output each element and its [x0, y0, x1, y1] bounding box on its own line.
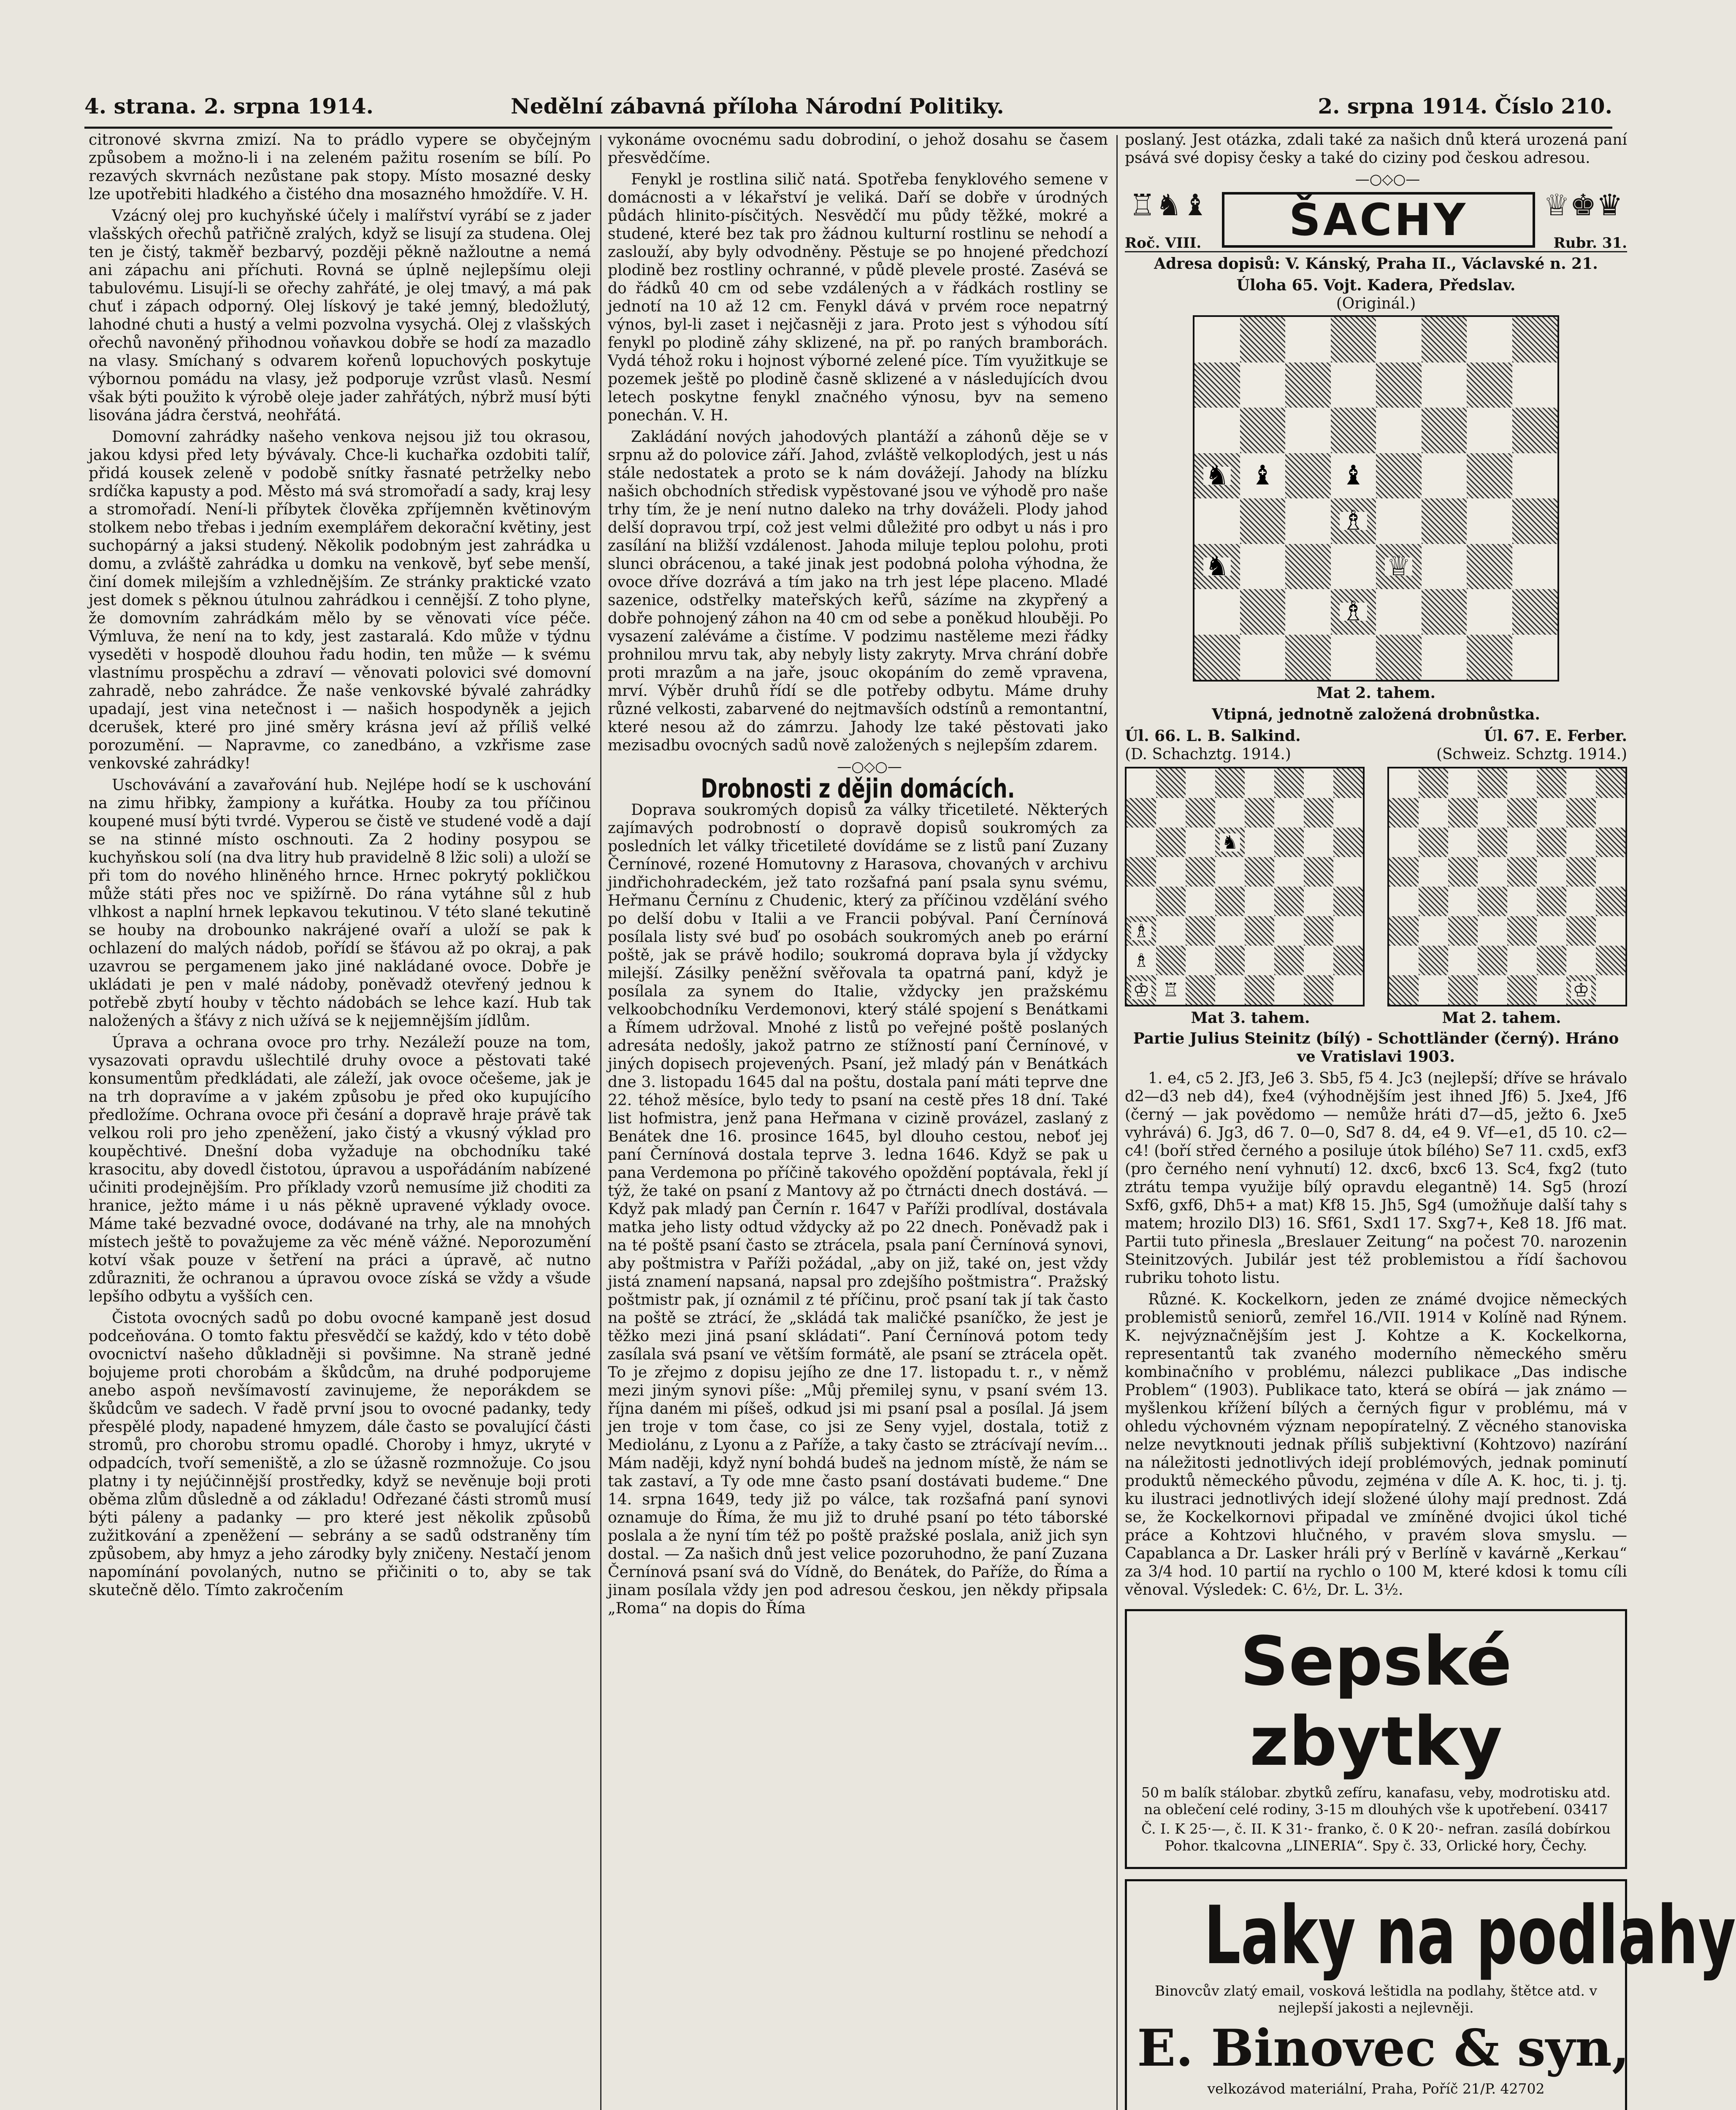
board-square: [1566, 768, 1596, 798]
page-header: [84, 94, 1612, 122]
board-square: [1156, 946, 1186, 975]
chess-volume: Roč. VIII.: [1125, 235, 1202, 252]
board-square: [1422, 408, 1467, 453]
board-square: [1194, 544, 1240, 590]
board-square: [1566, 975, 1596, 1005]
board-square: [1245, 946, 1274, 975]
board-square: [1422, 498, 1467, 544]
problem-67-title: Úl. 67. E. Ferber.: [1484, 727, 1627, 745]
chess-title: ŠACHY: [1222, 192, 1535, 248]
board-square: [1333, 975, 1363, 1005]
board-square: [1240, 544, 1286, 590]
board-square: [1333, 946, 1363, 975]
board-square: [1156, 975, 1186, 1005]
chess-piece-icon: ♕: [1385, 557, 1412, 576]
board-square: [1419, 768, 1448, 798]
advert-title: Laky na podlahy: [1204, 1889, 1736, 1982]
game-moves: 1. e4, c5 2. Jf3, Je6 3. Sb5, f5 4. Jc3 (nejlepší; dříve se hrávalo d2—d3 neb d4), fxe4 (výhodnějším jest ihned Jf6) 5. Jxe4, Jf6 (černý — jak povědomo — nemůže hráti d7—d5, ježto 6. Jxe5 vyhrává) 6. Jg3, d6 7. 0—0, Sd7 8. d4, e4 9. Vf—e1, d5 10. c2—c4! (boří střed černého a posiluje útok bílého) Se7 11. cxd5, exf3 (pro černého není vyhnutí) 12. dxc6, bxc6 13. Sc4, fxg2 (tuto ztrátu tempa využije bílý opravdu elegantně) 14. Sg5 (hrozí Sxf6, gxf6, Dh5+ a mat) Kf8 15. Jh5, Sg4 (umožňuje další tahy s matem; hrozilo Dl3) 16. Sf61, Sxd1 17. Sxg7+, Ke8 18. Jf6 mat. Partii tuto přinesla „Breslauer Zeitung“ na počest 70. narozenin Steinitzových. Jubilár jest též problemistou a řídí šachovou rubriku tohoto listu.: [1125, 1070, 1627, 1287]
chess-board-65: [1193, 315, 1559, 682]
board-square: [1389, 768, 1419, 798]
board-square: [1566, 828, 1596, 857]
board-square: [1507, 798, 1537, 828]
board-square: [1156, 798, 1186, 828]
board-square: [1537, 946, 1566, 975]
chess-piece-icon: ♗: [1131, 952, 1151, 970]
board-square: [1596, 768, 1625, 798]
board-square: [1448, 975, 1478, 1005]
board-square: [1331, 317, 1376, 362]
board-square: [1285, 498, 1331, 544]
board-square: [1596, 916, 1625, 946]
board-square: [1285, 408, 1331, 453]
board-square: [1274, 916, 1304, 946]
board-square: [1537, 887, 1566, 916]
board-square: [1566, 887, 1596, 916]
board-square: [1186, 975, 1215, 1005]
board-square: [1376, 544, 1422, 590]
board-square: [1422, 589, 1467, 635]
problem-66-task: Mat 3. tahem.: [1191, 1009, 1310, 1027]
board-square: [1304, 768, 1333, 798]
chess-piece-icon: ♝: [1249, 467, 1276, 485]
board-square: [1245, 975, 1274, 1005]
ornament-divider: —○◇○—: [837, 758, 902, 775]
board-square: [1512, 362, 1558, 408]
board-square: [1566, 916, 1596, 946]
paragraph: Zakládání nových jahodových plantáží a záhonů děje se v srpnu až do polovice září. Jahod, zvláště velkoplodých, jest u nás stále nedostatek a proto se k nám dovážejí. Jahody na blízku našich obchodních středisk vypěstované jsou ve výhodě pro naše trhy tím, že je není nutno daleko na trhy dováželi. Plody jahod delší dopravou trpí, což jest velmi důležité pro odbyt u nás i pro zasílání na bližší vzdálenost. Jahoda miluje teplou polohu, proti slunci obrácenou, a také jinak jest podobná poloha výhodna, že ovoce dříve dozrává a tím jako na trh jest lépe placeno. Mladé sazenice, odstřelky mateřských keřů, sázíme na zkypřený a dobře pohnojený záhon na 40 cm od sebe a poněkud hlouběji. Po vysazení zaléváme a čistíme. V podzimu nastěleme mezi řádky prohnilou mrvu tak, aby nebyly listy zakryty. Mrva chrání dobře proti mrazům a na jaře, jsouc okopáním do země vpravena, mrví. Výběr druhů řídí se dle potřeby odbytu. Máme druhy různé velkosti, zabarvené do nejtmavších odstínů a remontantní, které nesou až do zámrzu. Jahody lze také pěstovati jako mezisadbu ovocných sadů nově založených s nejlepším zdarem.: [608, 428, 1108, 754]
board-square: [1240, 453, 1286, 499]
article-title: Drobnosti z dějin domácích.: [701, 773, 1015, 804]
chess-piece-icon: ♖: [1161, 981, 1181, 999]
header-rule: [84, 127, 1612, 129]
advert-sepske-zbytky: [1125, 1609, 1627, 1869]
board-square: [1467, 589, 1512, 635]
column-rule-2: [1116, 135, 1118, 2110]
problem-65-note: Vtipná, jednotně založená drobnůstka.: [1212, 706, 1540, 723]
board-square: [1419, 887, 1448, 916]
board-square: [1333, 887, 1363, 916]
board-square: [1285, 362, 1331, 408]
advert-text: Č. I. K 25·—, č. II. K 31·- franko, č. 0 K 20·- nefran. zasílá dobírkou Pohor. tkalcovna „LINERIA“. Spy č. 33, Orlické hory, Čechy.: [1141, 1821, 1611, 1854]
paragraph: Vzácný olej pro kuchyňské účely i malířství vyrábí se z jader vlašských ořechů patřičně zralých, když se lisují za studena. Olej ten je čistý, takměř bezbarvý, později pěkně nažloutne a nemá ani zápachu ani příchuti. Rovná se úplně nejlepšímu oleji tabulovému. Lisují-li se ořechy zahřáté, je olej tmavý, a má pak chuť i zápach odporný. Olej lískový je také jemný, bledožlutý, lahodné chuti a hustý a velmi pozvolna vysychá. Olej z vlašských ořechů navoněný přihodnou voňavkou dobře se hodí za mazadlo na vlasy. Smíchaný s odvarem kořenů lopuchových poskytuje výbornou pomádu na vlasy, jež podporuje vzrůst vlasů. Nesmí však býti použito k výrobě oleje jader zahřátých, nýbrž musí býti lisována jádra čerstvá, neohřátá.: [89, 207, 591, 424]
board-square: [1304, 828, 1333, 857]
board-square: [1422, 453, 1467, 499]
board-square: [1448, 768, 1478, 798]
board-square: [1194, 498, 1240, 544]
board-square: [1331, 589, 1376, 635]
board-square: [1215, 798, 1245, 828]
board-square: [1194, 317, 1240, 362]
board-square: [1389, 798, 1419, 828]
board-square: [1596, 857, 1625, 887]
board-square: [1194, 362, 1240, 408]
board-square: [1389, 916, 1419, 946]
game-title: Partie Julius Steinitz (bílý) - Schottländer (černý). Hráno ve Vratislavi 1903.: [1133, 1030, 1619, 1066]
chess-piece-icon: ♗: [1131, 922, 1151, 940]
board-square: [1478, 828, 1507, 857]
board-square: [1304, 916, 1333, 946]
board-square: [1422, 544, 1467, 590]
board-square: [1507, 768, 1537, 798]
board-square: [1507, 946, 1537, 975]
board-square: [1596, 828, 1625, 857]
chess-piece-icon: ♞: [1203, 467, 1231, 485]
board-square: [1285, 635, 1331, 680]
board-square: [1127, 828, 1156, 857]
board-square: [1566, 798, 1596, 828]
chess-board-67: [1387, 767, 1627, 1006]
board-square: [1596, 975, 1625, 1005]
board-square: [1186, 946, 1215, 975]
board-square: [1156, 887, 1186, 916]
board-square: [1333, 768, 1363, 798]
chess-misc: Různé. K. Kockelkorn, jeden ze známé dvojice německých problemistů seniorů, zemřel 16./VII. 1914 v Kolíně nad Rýnem. K. nejvýznačnějším jest J. Kohtze a K. Kockelkorna, representantů tak zvaného moderního německého směru kombinačního v problému, nálezci publikace „Das indische Problem“ (1903). Publikace tato, která se obírá — jak známo — myšlenkou křížení bílých a černých figur v problému, má v ohledu výchovném význam nepopíratelný. Z věcného stanoviska nelze nevytknouti jednak příliš subjektivní (Kohtzovo) nazírání na náležitosti jednotlivých idejí problémových, jednak pominutí produktů německého původu, zejména v díle A. K. hoc, ti. j. tj. ku ilustraci jednotlivých idejí složené úlohy mají prednost. Zdá se, že Kockelkornovi připadal ve zmíněné dvojici úkol tiché práce a Kohtzovi hlučného, v pravém slova smyslu. — Capablanca a Dr. Lasker hráli prý v Berlíně v kavárně „Kerkau“ za 3/4 hod. 10 partií na rychlo o 100 M, které kdosi k tomu cíli věnoval. Výsledek: C. 6½, Dr. L. 3½.: [1125, 1291, 1627, 1599]
board-square: [1304, 946, 1333, 975]
board-square: [1304, 857, 1333, 887]
board-square: [1467, 408, 1512, 453]
board-square: [1507, 828, 1537, 857]
board-square: [1389, 857, 1419, 887]
board-square: [1274, 946, 1304, 975]
board-square: [1186, 828, 1215, 857]
board-square: [1274, 857, 1304, 887]
board-square: [1537, 916, 1566, 946]
advert-text: Binovcův zlatý email, vosková leštidla na podlahy, štětce atd. v nejlepší jakosti a nejlevněji.: [1154, 1983, 1598, 2016]
board-square: [1156, 768, 1186, 798]
chess-piece-icon: ♝: [1340, 467, 1367, 485]
board-square: [1596, 798, 1625, 828]
board-square: [1512, 317, 1558, 362]
board-square: [1274, 768, 1304, 798]
board-square: [1467, 635, 1512, 680]
column-rule-1: [600, 135, 601, 2110]
board-square: [1285, 453, 1331, 499]
board-square: [1467, 362, 1512, 408]
board-square: [1215, 828, 1245, 857]
paragraph: Doprava soukromých dopisů za války třicetileté. Některých zajímavých podrobností o dopravě dopisů soukromých za posledních let války třicetileté dovídáme se z listů paní Zuzany Černínové, rozené Homutovny z Harasova, chovaných v archivu jindřichohradeckém, jež tato rozšafná paní psala synu svému, Heřmanu Černínu z Chudenic, který za příčinou vzdělání svého po delší dobu v Italii a ve Francii pobýval. Paní Černínová posílala listy své buď po osobách soukromých aneb po erární poště, jak se právě hodilo; soukromá doprava byla jí vždycky milejší. Zásilky peněžní svěřovala ta opatrná paní, když je posílala za synem do Italie, vždycky jen pražskému velkoobchodníku Verdemonovi, který stálé spojení s Benátkami a Římem udržoval. Mnohé z listů po veřejné poště poslaných adresáta nedošly, jakož patrno ze stížností paní Černínové, v jiných dopisech projevených. Psaní, jež mladý pán v Benátkách dne 3. listopadu 1645 dal na poštu, dostala paní máti teprve dne 22. téhož měsíce, bylo tedy to psaní na cestě přes 18 dní. Také list hofmistra, jenž pana Heřmana v cizině provázel, zaslaný z Benátek dne 16. prosince 1645, byl dlouho cestou, neboť jej paní Černínová dostala teprve 3. ledna 1646. Když se pak u pana Verdemona po příčině takového opoždění poptávala, řekl jí týž, že také on psaní z Mantovy až po čtrnácti dnech dostává. — Když pak mladý pan Černín r. 1647 v Paříži prodlíval, dostávala matka jeho listy odtud vždycky až po 22 dnech. Poněvadž pak i na té poště psaní často se ztrácela, psala paní Černínová synovi, aby poštmistra v Paříži požádal, „aby on již, také on, jest vždy jistá znamení napsaná, napsal pro zdejšího poštmistra“. Pražský poštmistr pak, jí oznámil z té příčinu, proč psaní tak jí tak často na poště se ztrácí, že „skládá tak maličké psaníčko, že jest je těžko mezi jiná psaní skládati“. Paní Černínová potom tedy zasílala svá psaní ve větším formátě, ale psaní se ztrácela opět. To je zřejmo z dopisu jejího ze dne 17. listopadu t. r., v němž mezi jiným synovi píše: „Můj přemilej synu, v psaní svém 13. října daném mi píšeš, odkud jsi mi psaní psal a posílal. Já jsem jen troje v tom čase, co jsi ze Seny vyjel, dostala, totiž z Mediolánu, z Lyonu a z Paříže, a taky často se ztrácívají nevím... Mám naději, když nyní bohdá budeš na jednom místě, že nám se tak zastaví, a Ty ode mne často psaní dostávati budeme.“ Dne 14. srpna 1649, tedy již po válce, tak rozšafná paní synovi oznamuje do Říma, že mu již to druhé psaní po této táborské poslala a že nyní tím též po poště pražské poslala, aniž jich syn dostal. — Za našich dnů jest velice pozoruhodno, že paní Zuzana Černínová psaní svá do Vídně, do Benátek, do Paříže, do Říma a jinam posílala vždy jen pod adresou českou, jen někdy připsala „Roma“ na dopis do Říma: [608, 801, 1108, 1617]
board-square: [1274, 828, 1304, 857]
paragraph: poslaný. Jest otázka, zdali také za našich dnů která urozená paní psává své dopisy česky a také do ciziny pod českou adresou.: [1125, 131, 1627, 167]
board-square: [1376, 498, 1422, 544]
column-3: [1125, 131, 1736, 2110]
problem-65-source: (Originál.): [1336, 295, 1416, 312]
board-square: [1537, 857, 1566, 887]
board-square: [1186, 916, 1215, 946]
board-square: [1186, 887, 1215, 916]
board-square: [1245, 857, 1274, 887]
header-right: 2. srpna 1914. Číslo 210.: [1318, 94, 1612, 119]
board-square: [1186, 798, 1215, 828]
problem-65-title: Úloha 65. Vojt. Kadera, Předslav.: [1236, 276, 1516, 294]
board-square: [1448, 946, 1478, 975]
board-square: [1194, 589, 1240, 635]
board-square: [1507, 975, 1537, 1005]
board-square: [1478, 887, 1507, 916]
chess-piece-icon: ♗: [1340, 603, 1367, 621]
board-square: [1376, 453, 1422, 499]
board-square: [1419, 798, 1448, 828]
board-square: [1512, 453, 1558, 499]
board-square: [1127, 857, 1156, 887]
board-square: [1156, 857, 1186, 887]
board-square: [1467, 498, 1512, 544]
board-square: [1215, 916, 1245, 946]
board-square: [1596, 946, 1625, 975]
board-square: [1507, 916, 1537, 946]
board-square: [1537, 768, 1566, 798]
problem-66-title: Úl. 66. L. B. Salkind.: [1125, 727, 1301, 745]
board-square: [1389, 946, 1419, 975]
board-square: [1331, 453, 1376, 499]
board-square: [1419, 828, 1448, 857]
board-square: [1331, 635, 1376, 680]
board-square: [1376, 317, 1422, 362]
board-square: [1537, 975, 1566, 1005]
board-square: [1478, 857, 1507, 887]
board-square: [1512, 544, 1558, 590]
board-square: [1537, 798, 1566, 828]
board-square: [1274, 887, 1304, 916]
advert-binovec: [1125, 1879, 1736, 2110]
board-square: [1274, 798, 1304, 828]
problem-pair-boards: [1125, 767, 1627, 1006]
paragraph: Úprava a ochrana ovoce pro trhy. Nezáleží pouze na tom, vysazovati opravdu ušlechtilé druhy ovoce a pěstovati také konsumentům předkládati, ale záleží, jak ovoce očešeme, jak je na trh dopravíme a v jakém způsobu je před oko kupujícího předložíme. Ochrana ovoce při česání a dopravě hraje právě tak velkou roli pro jeho zpeněžení, jako čistý a vkusný výklad pro koupěchtivé. Dnešní doba vyžaduje na obchodníku také krasocitu, aby dovedl čistotou, úpravou a uspořádáním nabízené učiniti prodejnějším. Pro příklady vzorů nemusíme již choditi za hranice, ježto máme i u nás pěkně upravené výklady ovoce. Máme také bezvadné ovoce, dodávané na trhy, ale na mnohých místech ještě to považujeme za věc méně vážné. Neporozumění kotví však pouze v šetření na práci a úpravě, ač nutno zdůrazniti, že ochranou a úpravou ovoce získá se vždy a všude lepšího odbytu a vyšších cen.: [89, 1034, 591, 1305]
board-square: [1537, 828, 1566, 857]
board-square: [1478, 975, 1507, 1005]
board-square: [1331, 544, 1376, 590]
paragraph: Domovní zahrádky našeho venkova nejsou již tou okrasou, jakou kdysi před lety bývávaly. Chce-li kuchařka ozdobiti talíř, přidá kousek zeleně v podobě snítky řasnaté petrželky nebo srdíčka kapusty a pod. Město má svá stromořadí a sady, kraj lesy a stromořadí. Není-li příbytek člověka zpříjemněn květinovým stolkem nebo třebas i jedním exemplářem dekorační květiny, jest suchopárný a jaksi studený. Několik podobným jest zahrádka u domu, a zvláště zahrádka u domku na venkově, byť sebe menší, činí domek milejším a vzhlednějším. Ze stránky praktické vzato jest domek s pěknou útulnou zahrádkou i cennější. Z toho plyne, že domovním zahrádkám mělo by se věnovati více péče. Výmluva, že není na to kdy, jest zastaralá. Kdo může v týdnu vyseděti v hospodě dlouhou řadu hodin, ten může — k svému vlastnímu prospěchu a zdraví — věnovati polovici své domovní zahradě, nebo zahrádce. Že naše venkovské bývalé zahrádky upadají, jest vina netečnost i — našich hospodyněk a jejich dcerušek, které pro jiné směry krásna jeví až příliš velké porozumění. — Napravme, co zanedbáno, a vzkřisme zase venkovské zahrádky!: [89, 428, 591, 772]
problem-pair-tasks: [1125, 1009, 1627, 1027]
paragraph: vykonáme ovocnému sadu dobrodiní, o jehož dosahu se časem přesvědčíme.: [608, 131, 1108, 167]
board-square: [1215, 857, 1245, 887]
board-square: [1333, 916, 1363, 946]
board-square: [1467, 317, 1512, 362]
advert-text: velkozávod materiální, Praha, Poříč 21/P. 42702: [1207, 2080, 1545, 2097]
board-square: [1285, 317, 1331, 362]
board-square: [1389, 828, 1419, 857]
board-square: [1245, 828, 1274, 857]
board-square: [1419, 975, 1448, 1005]
board-square: [1215, 946, 1245, 975]
board-square: [1331, 362, 1376, 408]
board-square: [1127, 946, 1156, 975]
board-square: [1448, 828, 1478, 857]
board-square: [1376, 408, 1422, 453]
board-square: [1507, 857, 1537, 887]
board-square: [1422, 362, 1467, 408]
board-square: [1478, 946, 1507, 975]
board-square: [1245, 768, 1274, 798]
board-square: [1127, 768, 1156, 798]
column-1: [89, 131, 591, 2110]
board-square: [1304, 887, 1333, 916]
board-square: [1512, 589, 1558, 635]
board-square: [1245, 916, 1274, 946]
board-square: [1419, 946, 1448, 975]
chess-address: Adresa dopisů: V. Kánský, Praha II., Václavské n. 21.: [1154, 255, 1598, 273]
board-square: [1478, 768, 1507, 798]
board-square: [1512, 635, 1558, 680]
board-square: [1331, 498, 1376, 544]
chess-pieces-icon: ♖♞♝: [1129, 188, 1209, 222]
board-square: [1331, 408, 1376, 453]
board-square: [1478, 916, 1507, 946]
board-square: [1304, 798, 1333, 828]
board-square: [1376, 589, 1422, 635]
problem-65-task: Mat 2. tahem.: [1316, 684, 1436, 702]
paragraph: Uschovávání a zavařování hub. Nejlépe hodí se k uschování na zimu hřibky, žampiony a kuřátka. Houby za tou příčinou koupené musí býti tvrdé. Vyperou se čistě ve studené vodě a dají se na stinné místo oschnouti. Za 2 hodiny posypou se kuchyňskou solí (na dva litry hub pravidelně 8 lžic soli) a uloží se při tom do nového hliněného hrnce. Hrnec pokrytý pokličkou může státi přes noc ve spižírně. Do rána vytáhne sůl z hub vlhkost a naplní hrnek lepkavou tekutinou. V této slané tekutině se houby na drobounko nakrájené ovaří a uloží se pak k ochlazení do malých nádob, pořídí se šťávou až po okraj, a pak uzavrou se pergamenem jako jiné nakládané ovoce. Dobře je ukládati je pen v malé nádoby, poněvadž otevřený jednou k potřebě zbytí houby v těchto nádobách se lehce kazí. Hub tak naložených a šťávy z nich užívá se k nejjemnějším jídlům.: [89, 776, 591, 1030]
chess-piece-icon: ♔: [1571, 981, 1591, 999]
chess-piece-icon: ♞: [1220, 833, 1240, 852]
board-square: [1240, 498, 1286, 544]
board-square: [1304, 975, 1333, 1005]
board-square: [1419, 916, 1448, 946]
board-square: [1215, 975, 1245, 1005]
board-square: [1512, 408, 1558, 453]
board-square: [1285, 589, 1331, 635]
board-square: [1156, 828, 1186, 857]
board-square: [1333, 798, 1363, 828]
board-square: [1186, 768, 1215, 798]
board-square: [1194, 635, 1240, 680]
chess-pieces-icon: ♕♚♛: [1543, 188, 1623, 222]
paragraph: Fenykl je rostlina silič natá. Spotřeba fenyklového semene v domácnosti a v lékařství je veliká. Daří se dobře v úrodných půdách hlinito-písčitých. Nesvědčí mu půdy těžké, mokré a studené, které bez tak pro žádnou kulturní rostlinu se nehodí a zaslouží, aby byly odvodněny. Pěstuje se po hnojené předchozí plodině bez rostliny ochranné, v půdě plevele prosté. Zasévá se do řádků 40 cm od sebe vzdálených a v řádkách rostliny se jednotí na 10 až 12 cm. Fenykl dává v prvém roce nepatrný výnos, byl-li zaset i nejčasněji z jara. Proto jest s výhodou sítí fenykl po plodině záhy sklizené, na př. po raných bramborách. Vydá téhož roku i hojnost výborné zelené píce. Tím využitkuje se pozemek ještě po plodině časně sklizené a v následujících dvou letech poskytne fenykl značného výnosu, byv na semeno ponechán. V. H.: [608, 171, 1108, 424]
board-square: [1422, 635, 1467, 680]
board-square: [1215, 887, 1245, 916]
board-square: [1448, 887, 1478, 916]
column-2: [608, 131, 1108, 2110]
board-square: [1448, 857, 1478, 887]
paragraph: Čistota ovocných sadů po dobu ovocné kampaně jest dosud podceňována. O tomto faktu přesvědčí se každý, kdo v této době ovocnictví našeho důkladněji si povšimne. Na straně jedné bojujeme proti chorobám a škůdcům, na druhé podporujeme anebo aspoň nevšímavostí zavinujeme, že neporákdem se škůdcům ve sadech. V řadě první jsou to ovocné padanky, tedy přespělé plody, napadené hmyzem, dále často se povalující části stromů, pro chorobu stromu opadlé. Choroby i hmyz, ukryté v odpadcích, tvoří semeniště, a zlo se úžasně rozmnožuje. Co jsou platny i ty nejúčinnější prostředky, když se nevěnuje boji proti oběma zlům důsledně a od základu! Odřezané části stromů musí býti páleny a padanky — pro které jest několik způsobů zužitkování a zpeněžení — sebrány a se sadů odstraněny tím způsobem, aby hmyz a jeho zárodky byly zničeny. Nestačí jenom napomínání povolaných, nutno se přičiniti o to, aby se tak skutečně dělo. Tímto zakročením: [89, 1309, 591, 1599]
board-square: [1333, 857, 1363, 887]
board-square: [1127, 916, 1156, 946]
board-square: [1389, 975, 1419, 1005]
board-square: [1448, 916, 1478, 946]
board-square: [1245, 798, 1274, 828]
problem-pair-titles: [1125, 727, 1627, 745]
board-square: [1376, 362, 1422, 408]
header-left: 4. strana. 2. srpna 1914.: [84, 94, 374, 119]
board-square: [1245, 887, 1274, 916]
problem-pair-sources: [1125, 745, 1627, 763]
board-square: [1422, 317, 1467, 362]
advert-firm: E. Binovec & syn,: [1137, 2018, 1630, 2078]
board-square: [1240, 589, 1286, 635]
ornament-divider: —○◇○—: [1355, 171, 1420, 188]
board-square: [1389, 887, 1419, 916]
board-square: [1215, 768, 1245, 798]
board-square: [1376, 635, 1422, 680]
board-square: [1127, 798, 1156, 828]
advert-text: 50 m balík stálobar. zbytků zefíru, kanafasu, veby, modrotisku atd. na oblečení celé rodiny, 3-15 m dlouhých vše k upotřebení. 03417: [1141, 1784, 1611, 1818]
problem-67-task: Mat 2. tahem.: [1442, 1009, 1561, 1027]
board-square: [1566, 857, 1596, 887]
board-square: [1596, 887, 1625, 916]
board-square: [1512, 498, 1558, 544]
board-square: [1127, 975, 1156, 1005]
chess-piece-icon: ♔: [1131, 981, 1151, 999]
board-square: [1194, 453, 1240, 499]
chess-piece-icon: ♗: [1340, 512, 1367, 530]
board-square: [1467, 453, 1512, 499]
chess-rubric-number: Rubr. 31.: [1553, 235, 1627, 252]
problem-66-source: (D. Schachztg. 1914.): [1125, 746, 1291, 763]
board-square: [1507, 887, 1537, 916]
problem-67-source: (Schweiz. Schztg. 1914.): [1436, 746, 1627, 763]
board-square: [1467, 544, 1512, 590]
board-square: [1186, 857, 1215, 887]
board-square: [1240, 635, 1286, 680]
board-square: [1333, 828, 1363, 857]
chess-piece-icon: ♞: [1203, 557, 1231, 576]
board-square: [1478, 798, 1507, 828]
advert-title: Sepské zbytky: [1240, 1622, 1512, 1781]
board-square: [1448, 798, 1478, 828]
board-square: [1566, 946, 1596, 975]
board-square: [1240, 362, 1286, 408]
board-square: [1156, 916, 1186, 946]
board-square: [1274, 975, 1304, 1005]
chess-board-66: [1125, 767, 1365, 1006]
board-square: [1127, 887, 1156, 916]
board-square: [1419, 857, 1448, 887]
board-square: [1194, 408, 1240, 453]
board-square: [1240, 317, 1286, 362]
chess-rubric-header: [1125, 188, 1627, 252]
paragraph: citronové skvrna zmizí. Na to prádlo vypere se obyčejným způsobem a možno-li i na zeleném pažitu rosením se bílí. Po rezavých skvrnách nezůstane pak stopy. Místo mosazné desky lze upotřebiti hladkého a čistého dna mosazného hmoždíře. V. H.: [89, 131, 591, 203]
board-square: [1285, 544, 1331, 590]
header-center: Nedělní zábavná příloha Národní Politiky.: [511, 94, 1004, 119]
board-square: [1240, 408, 1286, 453]
